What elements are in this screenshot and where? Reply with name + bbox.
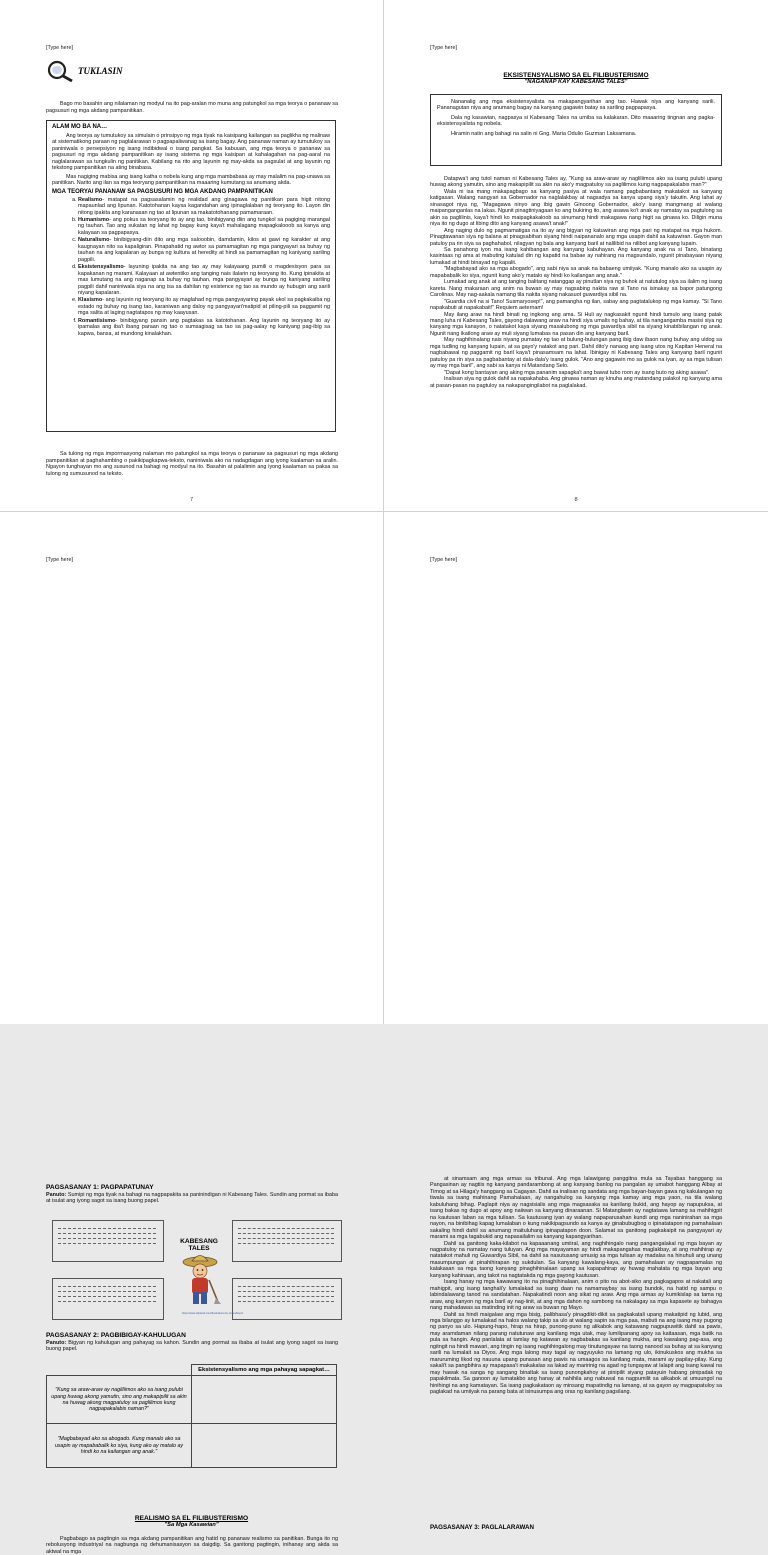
answer-line <box>58 1228 156 1229</box>
frame-paragraph: Dala ng kasawian, nagpasya si Kabesang Tales na umiba sa kalakaran. Dito maaaring tingnan ang pagka-eksistensyalista ng nobela. <box>437 114 715 128</box>
page-8 <box>384 0 768 512</box>
story-paragraph: "Dapat kong bantayan ang aking mga pananim sapagka't ang bawat tubo roon ay isang buto ng aking asawa". <box>444 369 710 376</box>
pagsasanay-2 <box>46 1332 338 1353</box>
realismo-title: REALISMO SA EL FILIBUSTERISMO <box>134 1515 249 1522</box>
figure-caption: https://www.clipartof.com/illustrations-by-ronleshine/1 <box>182 1312 243 1315</box>
answer-line <box>238 1301 334 1302</box>
page-10 <box>384 512 768 1531</box>
page-header: [Type here] <box>46 557 73 563</box>
story-paragraph: Isang hanay ng mga kawawang ito na pinaghihinalaan, anim o pito na abot-siko ang pagkagapos at nakatali ang mahigpit, ang isang tanghali'y lumalakad sa isang daan na namamaybay sa isang bundok, na hatid ng sampu o labindalawang tanod na sandatahan. Napakatindi noon ang sikat ng araw. Ang mga armas ay kumikislap sa tama ng araw, ang kanyon ng mga baril ay nag-iinit, at ang mga dahon ng sambong na nakalagay sa mga kapasete ay bahagya nang mahadawas sa matinding init ng araw sa buwan ng Mayo. <box>430 1279 722 1312</box>
article-subtitle: "NAGANAP KAY KABESANG TALES" <box>524 79 628 85</box>
story-paragraph: "Magbabayad ako sa mga abogado", ang sabi niya sa anak na babaeng umiiyak. "Kung manalo ako sa usapin ay mapababalik ko siya, ngunit kung ako'y matalo ay hindi ko kailangan ang anak." <box>430 266 722 279</box>
theory-description: - binibigyang pansin ang pagtakas sa katotohanan. Ang layunin ng teoryang ito ay ipamalas ang iba't ibang paraan ng tao o sumsagisag sa tao sa pag-aalay ng kaniyang pag-ibig sa kapwa, bansa, at mundong kinalakhan. <box>78 317 330 337</box>
story-paragraph: Dahil sa hindi maigalaw ang mga bisig, palibhasa'y pinagdikit-dikit sa pagkakatali upang makatipid ng lubid, ang mga bilanggo ay lumalakad na halos walang takip sa ulo at walang sapin sa mga paa, mabuti na ang isang may pugong ng panyo sa ulo. Hapung-hapo, hirap na hirap, punong-puno ng alikabok ang katawang nagpupuwitik dahil sa pawis, may aramdaman nilang parang natutunaw ang kanilang mga utak, may lumilipanang apoy sa kaitaasan, mga batik na pula sa hangin. Ang panlalata at tamlay ng katawan ay nagbabakas sa kanilang mukha, ang kawalang pag-asa, ang ngitngit na hindi mawari, ang tingin ng isang naghihingalong may tinutungayaw na taong nanood sa buhay at sa kanyang sarili na lumalait sa Diyos. Ang mga lalong may tagal ay nagyuyuko na lamang ng ulo, ikinukuskos ang mukha sa maruruming likod ng nauuna upang punasan ang pawis na umaagos sa kanilang mata, marami ay papilay-pilay. Kung sakali't sa pangbihira ay mapapasa't makakalas sa lakad ay maririnig na agad ng tungayaw at lalapit ang isang kawal na may hawak na sanga ng sangang binaltak sa isang punongkahoy at pinipilit siyang patayuin habang pinipadak ng papakilmata. Sa ganoon ay lumatakbo ang hanay at nahihila ang nabuwal na nagpumilit sa alikabok at umuungol na hinihingi na ang kamatayan. Sa isang pagkakataon ay minsang mapatindig na lamang, at sa gayon ay magpapatuloy sa paglakad na umiiyak na parang bata at isinusumpa ang oras ng kanilang pagsilang. <box>430 1311 722 1395</box>
page-7 <box>0 0 384 512</box>
story-paragraph: Ang naging dulo ng pagmamatigas na ito ay ang bigyan ng katuwiran ang mga pari ng matapat na mga hukom. Pinagtawanan siya ng balana at pinagsabihan siyang hindi naipananalo ang mga usapin dahil sa katuwiran. Gayon man patuloy pa rin siya sa paghahabol, nilagyan ng bala ang kanyang baril at nalilibid na nilibot ang kanyang lupain. <box>430 227 722 247</box>
theory-name: Naturalismo <box>78 237 110 244</box>
box-title: ALAM MO BA NA… <box>52 124 108 130</box>
story-paragraph: May naghihinalang nais niyang pumatay ng tao at bulung-bulungan pang ibig daw ibaon nang buhay ang uldog sa mga tudling ng kanyang lupain, at sa gayo'y natakot ang pari. Dahil dito'y nanaog ang isang utos ng Kapitan Heneral na nagbabawal ng paggamit ng baril kaya't pinasamsam na lahat. Ibinigay ni Kabesang Tales ang kanyang baril ngunit patuloy pa rin siya sa pagbabantay at dala-dala'y isang gulok. "Ano ang gagawin mo sa gulok na iyan, ay sa mga tulisan ay may mga baril", ang sabi sa kanya ni Matandang Selo. <box>430 337 722 370</box>
theory-name: Humanismo <box>78 216 110 223</box>
exercise-instruction <box>46 1192 338 1205</box>
answer-line <box>58 1243 156 1244</box>
realismo-subtitle: "Sa Mga Kasawian" <box>164 1522 219 1528</box>
theories-subtitle: MGA TEORYA/ PANANAW SA PAGSUSURI NG MGA AKDANG PAMPANITIKAN <box>52 188 273 195</box>
table-header: Eksistensyalismo ang mga pahayag sapagkat… <box>192 1365 337 1376</box>
article-title <box>384 72 768 85</box>
box-paragraph: Mas nagiging mabisa ang isang katha o nobela kung ang mga mambabasa ay may malalim na pag-unawa sa panitikan. Narito ang ilan sa mga teoryang pampanitikan na maaaring kumutang sa anumang akda. <box>52 173 330 187</box>
answer-line <box>238 1238 334 1239</box>
instruction-label: Panuto: <box>46 1340 67 1346</box>
meaning-table-wrap <box>46 1364 337 1468</box>
answer-line <box>58 1301 156 1302</box>
story-paragraph: Lumakad ang anak at ang tanging balitang natanggap ay pinutlan siya ng buhok at natutulog siya sa ilalim ng isang kareta. Nang makaraan ang anim na buwan ay may nagsabing nakita raw si Tano na isinakay sa bapor patungong Carolinas. May nag-aakala namang tila nakita siyang nakasuot guwardiya sibil na. <box>430 279 722 299</box>
answer-line <box>58 1296 156 1297</box>
intro-paragraph: Bago mo basahin ang nilalaman ng modyul na ito pag-aralan mo muna ang patungkol sa mga teorya o pananaw sa pagsusuri ng mga akdang pampanitikan. <box>46 101 338 114</box>
instruction-text: Bigyan ng kahulugan ang pahayag sa kahon. Sundin ang pormat sa ibaba at isulat ang iyong sagot sa isang buong papel. <box>46 1340 338 1353</box>
story-paragraph: Datapwa't ang tutol naman ni Kabesang Tales ay, "Kung sa araw-araw ay nagliliimos ako sa isang pulubi upang huwag akong yamutin, sino ang makapipilit sa akin na ako'y magpatuloy sa paglilimos kung nagpapakalabis man?" <box>430 176 722 189</box>
exercise-title: PAGSASANAY 1: PAGPAPATUNAY <box>46 1184 154 1191</box>
realismo-heading <box>0 1515 383 1528</box>
theories-list <box>52 197 330 338</box>
closing-paragraph: Sa tulong ng mga impormasyong nalaman mo patungkol sa mga teorya o pananaw sa pagsusuri ng mga akdang pampanitikan at paghahambing o pakikipagkapwa-teksto, naniniwala ako na nadagdagan ang iyong kaalaman sa aralin. Ngayon tunghayan mo ang susunod na bahagi ng modyul na ito. Basahin at palalimin ang iyong kaalaman sa paksa sa tulong ng sumusunod na teksto. <box>46 451 338 477</box>
theory-item <box>78 217 330 236</box>
answer-cell[interactable] <box>192 1376 337 1424</box>
answer-line <box>238 1243 334 1244</box>
section-title: TUKLASIN <box>78 66 123 76</box>
instruction-text: Sumipi ng mga tiyak na bahagi na nagpapakita sa paninindigan ni Kabesang Tales. Sundin ang pormat sa ibaba at isulat ang iyong sagot sa isang buong papel. <box>46 1192 338 1205</box>
answer-line <box>238 1286 334 1287</box>
answer-lines <box>238 1286 334 1302</box>
answer-cell[interactable] <box>192 1424 337 1468</box>
pagsasanay-1 <box>46 1184 338 1205</box>
page-header: [Type here] <box>46 45 73 51</box>
theory-description: - ang layunin ng teoryang ito ay maglahad ng mga pangyayaring payak ukol sa pagkakaiba ng estado ng buhay ng isang tao, karaniwan ang daloy ng pangyayari'matipid at piling-pili sa paggamit ng mga salita at laging nagtatapos ng may kaayusan. <box>78 297 330 317</box>
theory-item <box>78 318 330 337</box>
theory-item <box>78 297 330 316</box>
theory-description: - layuning ipakita na ang tao ay may kalayaang pumili o magdesisyon para sa kapakanan ng marami. Kalayaan at awtentiko ang tanging nais ilalarin ng teoryang ito. Kung ipinakita at mas lumutang na ang naganap sa buhay ng tauhan, mga pangyayari ay bunga ng kaniyang sariling pagpili dahil naniniwala siya na ang isa sa dahilan ng existence ng tao sa mundo ay hubugin ang sarili niyang kapalaran. <box>78 264 330 296</box>
alam-mo-ba-box <box>46 120 336 432</box>
exercise-title: PAGSASANAY 2: PAGBIBIGAY-KAHULUGAN <box>46 1332 186 1339</box>
theory-description: - binibigyang-diin dito ang mga salooobin, damdamin, kilos at gawi ng karakter at ang kaugnayan nito sa kapaligiran. Pinapahatid ng awtor sa pamamagitan ng mga pangyayari sa buhay ng tauhan na ang kapalaran ay bunga ng kultura at heredity at hindi sa pamamagitan ng kaniyang sariling pagpili. <box>78 237 330 263</box>
answer-line <box>238 1228 334 1229</box>
answer-line <box>58 1238 156 1239</box>
answer-lines <box>238 1228 334 1244</box>
frame-paragraph: Hiramin natin ang bahagi na salin ni Gng. Maria Odulio Guzman Laksamana. <box>451 130 637 137</box>
answer-line <box>238 1233 334 1234</box>
continued-story-text <box>430 1176 722 1395</box>
box-paragraph: Ang teorya ay tumutukoy sa simulain o prinsipyo ng mga tiyak na kaisipang kailangan sa paglikha ng malinaw at sistematikong paraan ng paglalarawan o pagpapaliwanag sa isang bagay. Ang pananaw naman ay tumutukoy sa paniniwala o persepsiyon ng isang indibidwal o isang pangkat. Sa kabuuan, ang mga teorya o pananaw sa pagsusuri ng mga akdang pampanitikan ay isang sistema ng mga kaisipan at kahalagahan na pag-aaral na naglalarawan sa tungkulin ng panitikan. Kabilang na rito ang layunin ng may-akda sa pagsulat at ang layunin ng tekstong pampanitikan na ating binabasa. <box>52 133 330 172</box>
table-header-row <box>47 1365 337 1376</box>
farmer-illustration <box>178 1252 222 1310</box>
instruction-label: Panuto: <box>46 1192 67 1198</box>
table-row <box>47 1376 337 1424</box>
story-paragraph: Dahil sa ganitong kaka-kilabot na kapaaanang umiiral, ang naghihingalo nang pangangalakal ng mga bayan ay nagpatuloy na namatay nang tuluyan. Ang mga mayayaman ay hindi makapangahas maglakbay, at ang mahihirap ay natatakot mahuli ng Guwardiya Sibil, na dahil sa nasutusang umusig sa mga tulisan ay madalas na hinuhuli ang unang masumpungan at pinahihirapan ng sukdulan. Sa kanyang kawalang-kaya, ang pamahalaan ay nagpapamalas ng kalakasan sa mga taong kanyang pinaghihinalaan upang sa kapapahirap ay huwag mahalata ng mga bayan ang kanyang kahinaan, ang takot na nagtatakda ng mga gayong kautusan. <box>430 1240 722 1279</box>
magnifying-glass-icon <box>46 60 74 82</box>
answer-line <box>58 1291 156 1292</box>
answer-lines <box>58 1286 156 1302</box>
frame-paragraph: Nananalig ang mga eksistensyalista na makapangyarihan ang tao. Hawak niya ang kanyang sarili. Pananagutan niya ang anumang bagay na kanyang gagawin batay sa sariling pagpapasya. <box>437 99 715 112</box>
answer-line <box>238 1291 334 1292</box>
meaning-table <box>46 1364 337 1468</box>
intro-frame <box>430 94 722 166</box>
article-main-title: EKSISTENSYALISMO SA EL FILIBUSTERISMO <box>503 72 649 79</box>
realismo-paragraph: Pagbabago sa pagtingin sa mga akdang pampanitikan ang hatid ng pananaw realismo sa panitikan. Bunga ito ng rebolusyong industriyal na nagbunga ng dehumanisasyon sa daigdig. Sa ganitong pagtingin, inihanay ang akda sa aktwal na mga <box>46 1536 338 1555</box>
page-header: [Type here] <box>430 557 457 563</box>
theory-name: Realismo <box>78 196 103 203</box>
answer-lines <box>58 1228 156 1244</box>
quote-cell: "Magbabayad ako sa abogado. Kung manalo ako sa usapin ay mapababalik ko siya, kung ako ay matalo ay hindi ko na kailangan ang anak." <box>47 1424 192 1468</box>
story-paragraph: Wala ni isa mang makapagbago sa kanyang pasiya at wala namang pagbabantang makatakot sa kanyang katigasan. Walang nangyari sa Gobernador na naglalakbay at nagsadya sa kanya upang siya'y takutin. Ang lahat ay sinasagot niya ng, "Magagawa ninyo ang ibig gawin Ginoong Gobernador, ako'y isang mangmang at walang maipanganganlas na lakas. Ngunit pinagtiniyagaan ko ang bukiring ito, ang asawa ko't anak ay namatay sa pagtulong sa akin sa paglilinis, kaya't hindi ko maipagkakaloob sa sinumang hindi makagawa nang higit sa ginawa ko. Diligin muna niya ito ng dugo at libing dito ang kanyang asawa't anak!" <box>430 188 722 228</box>
tuklasin-heading <box>46 60 123 82</box>
story-paragraph: Inalisan siya ng gulok dahil sa napakahaba. Ang ginawa naman ay kinuha ang matandang palakol ng kanyang ama at pasan-pasan na pagtuloy sa nakapangingilabot na paglalakad. <box>430 376 722 389</box>
page-header: [Type here] <box>430 45 457 51</box>
story-paragraph: May ilang araw na hindi binati ng ingkong ang ama. Si Huli ay nagkasakit ngunit hindi tumulo ang isang patak mang luha ni Kabesang Tales, gayong dalawang araw na hindi siya umalis ng bahay, at tila nangangamba masisi siya ng kanyang mga kanayon, o natatakot kaya siyang masalubong ng mga guwardiya sibil na siyang kinabibilangan ng anak. Ngunit nang ikatlong araw ay muli siyang lumabas na pasan din ang kanyang baril. <box>430 311 722 337</box>
exercise-instruction <box>46 1340 338 1353</box>
page-9 <box>0 512 384 1555</box>
theory-name: Romantisismo <box>78 317 116 324</box>
story-paragraph: at sinamsam ang mga armas sa tribunal. Ang mga lalawigang panggitna mula sa Tayabas hanggang sa Pangasinan ay nagtiis ng kanyang pandarambong at ang kanyang banlog na pangalan ay umabot hanggang Albay at Timog at sa Hilaga'y hanggang sa Cagayan. Dahil sa inalisan ng sandata ang mga bayan-bayan gawa ng kakulangan ng tiwala sa isang mahinang Pamahalaan, ay nangahulog sa kanyang mga kamay ang mga yaon, na tila walang kabuluhang bihag. Paglapit niya ay nagsisialis ang mga magsasaka sa kanilang bukid, ang hayop ay napupuksa, at isang bakas ng dugo at apoy ang naiiwan sa kanyang dinaraanan. Si Matanglawin ay nagtatawa lamang sa mahihigpit na kautusan laban sa mga tulisan. Sa kautusang iyan ay walang napaparusahan kundi ang mga naninirahan sa mga nayon, na binibihag kapag lumalaban o kung nakikipagsundo sa kanya ay ginabubugbog o ipinatatapon ng pamahalaan sakaling hindi dahil sa anumang maituluhang ipinapatapon doon. Salamat sa ganitong pagkakaipit na pangyayari ay marami sa mga tagabukid ang napasailalim sa kanyang kapangyarihan. <box>430 1176 722 1241</box>
page-number: 8 <box>574 497 578 503</box>
story-paragraph: Sa panahong iyon ma isang kahibangan ang kanyang kabuhayan. Ang kanyang anak na si Tano, binatang kasintaas ng ama at mabuting katulad din ng kapatid na babae ay nahirang na magsundalo, ngunit pinabayaan niyang lumakad at hindi binayad ng kapalit. <box>430 246 722 266</box>
page-number: 7 <box>189 497 194 503</box>
table-empty-cell <box>47 1365 192 1376</box>
answer-line <box>58 1233 156 1234</box>
theory-description: - ang pokus sa teoryang ito ay ang tao, binibigyang diin ang tungkol sa pagiging marangal ng tauhan. Tao ang sukatan ng lahat ng bagay kung kaya't mahalagang mapagkalooob sa kanya ang kalayaan sa pagpapasya. <box>78 216 330 236</box>
table-row <box>47 1424 337 1468</box>
theory-name: Klasismo <box>78 297 103 304</box>
theory-description: - matapat na pagsasalamin ng realidad ang ginagawa ng panitikan para higit nitong mapaunlad ang lipunan. Katotohanan kaysa kagandahan ang ipinaglalaban ng teoryang ito. Layon din nitong ipakita ang karanasan ng tao at lipunan sa makatotohanang pamamaraan. <box>78 196 330 216</box>
story-text <box>430 176 722 389</box>
theory-item <box>78 237 330 263</box>
theory-item <box>78 264 330 296</box>
story-paragraph: "Guardia civil na si Tano! Susmaryosep!", ang pamangha ng ilan, sabay ang pagtatalukop ng mga kamay. "Si Tano napakabuti at napakabait!" Requiem aeternam! <box>430 298 722 312</box>
answer-line <box>238 1296 334 1297</box>
theory-item <box>78 197 330 216</box>
quote-cell: "Kung sa araw-araw ay nagliliimos ako sa isang pulubi upang huwag akong yamutin, sino ang makapipilit sa akin na huwag akong magpatuloy sa paglilimos kung nagpapakalabis naman?" <box>47 1376 192 1424</box>
figure-label: KABESANG TALES <box>180 1238 218 1252</box>
theory-name: Eksistensyalismo <box>78 264 124 271</box>
exercise-title: PAGSASANAY 3: PAGLALARAWAN <box>430 1524 534 1531</box>
answer-line <box>58 1286 156 1287</box>
